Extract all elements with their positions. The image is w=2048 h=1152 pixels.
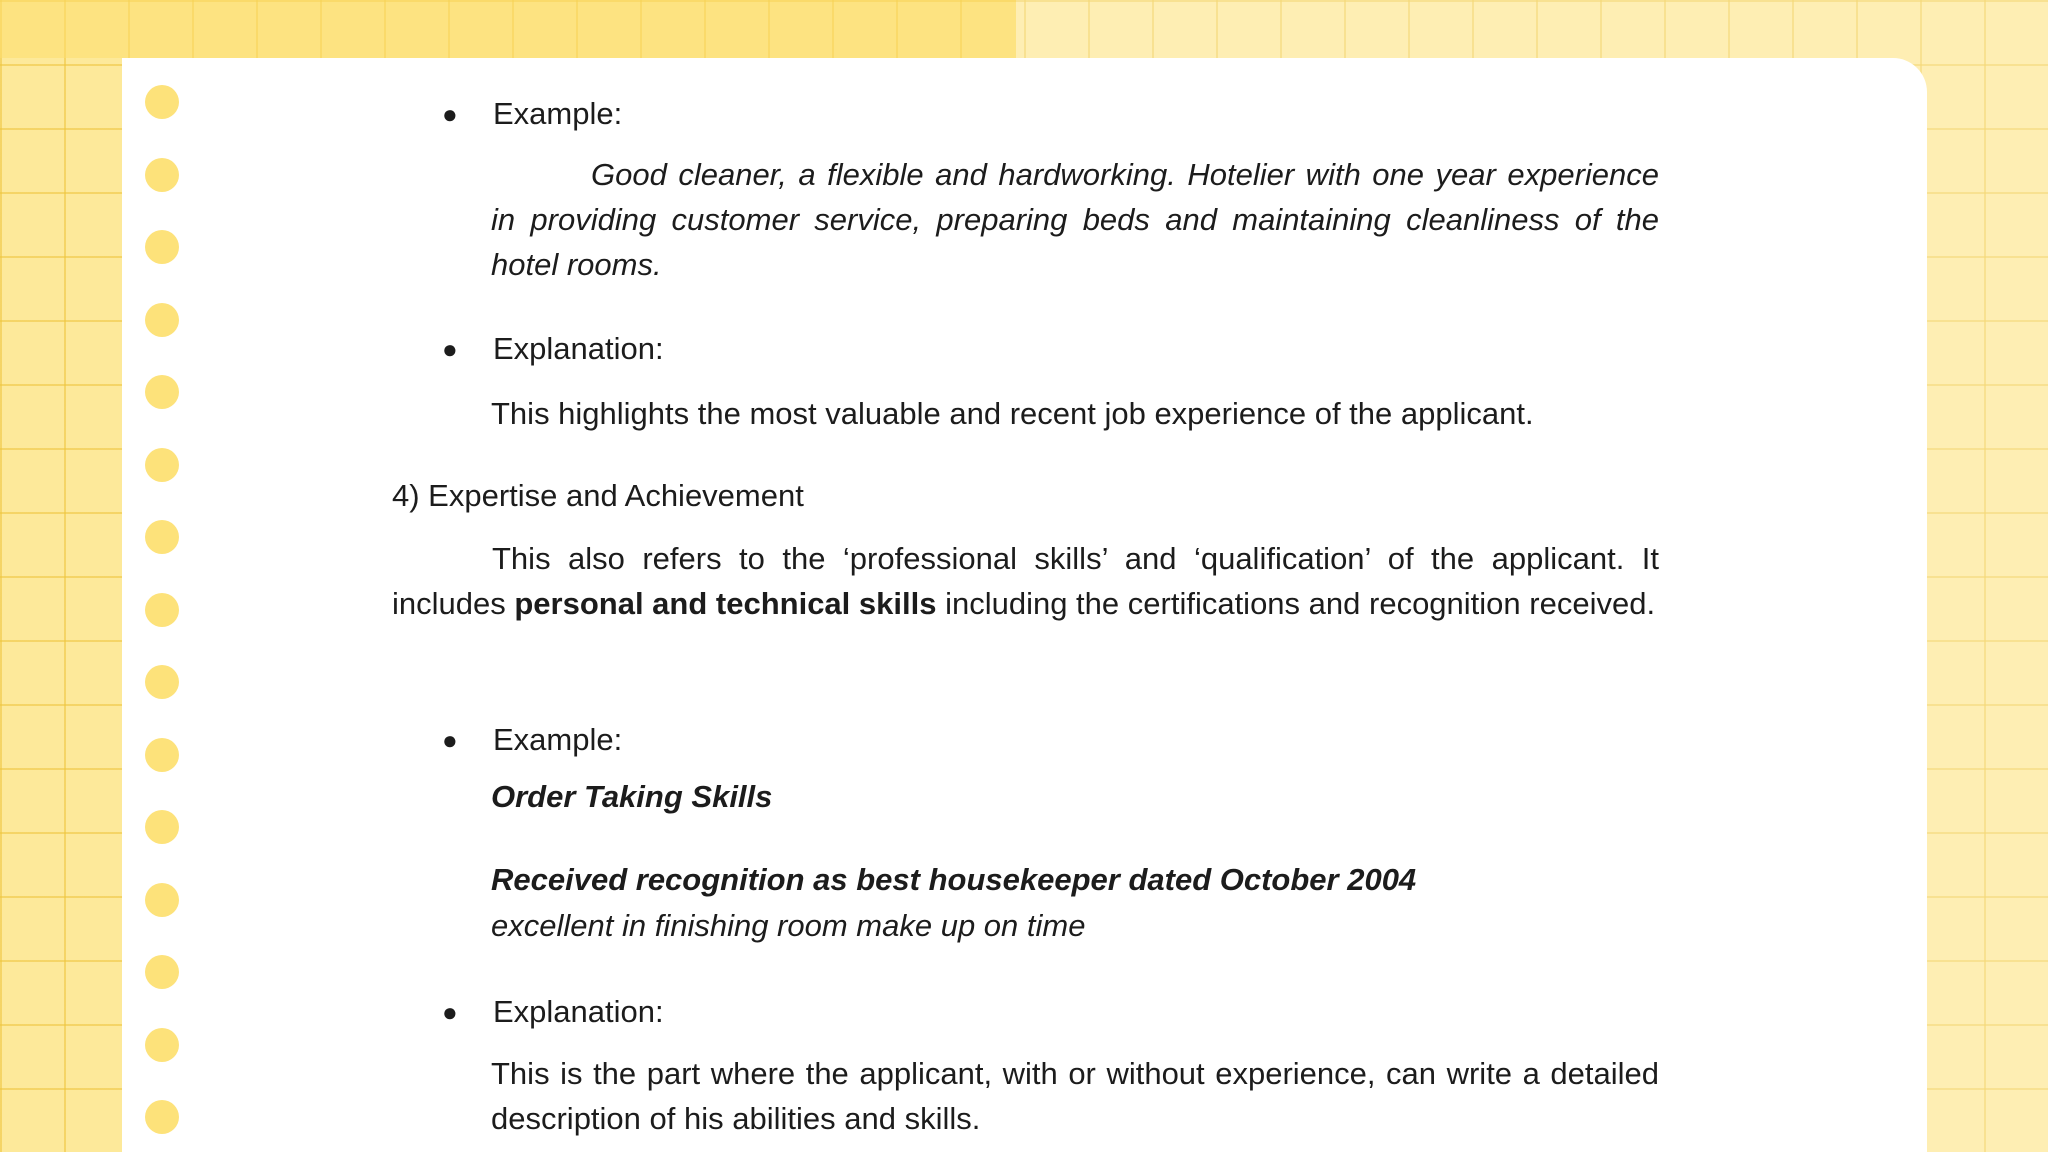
explanation-text: This highlights the most valuable and recent job experience of the applicant. bbox=[491, 396, 1534, 431]
example-paragraph: Good cleaner, a flexible and hardworking. Hotelier with one year experience in providing customer service, preparing beds and maintaining cleanliness of the hotel rooms. bbox=[491, 157, 1659, 282]
paragraph-text: including the certifications and recognition received. bbox=[936, 586, 1656, 621]
example-title: Order Taking Skills bbox=[491, 779, 773, 814]
bullet-dot: ● bbox=[442, 725, 458, 755]
explanation-paragraph: This is the part where the applicant, with or without experience, can write a detailed description of his abilities and skills. bbox=[491, 1056, 1659, 1136]
example-label: Example: bbox=[493, 722, 623, 757]
paragraph-text: This also refers to the ‘professional skills’ and ‘qualification’ of the applicant. It includes bbox=[392, 541, 1659, 621]
section-paragraph bbox=[392, 536, 1659, 626]
section-heading: 4) Expertise and Achievement bbox=[392, 478, 804, 513]
example-note: excellent in finishing room make up on time bbox=[491, 908, 1086, 943]
bullet-dot: ● bbox=[442, 99, 458, 129]
paragraph-bold-text: personal and technical skills bbox=[514, 586, 937, 621]
explanation-label: Explanation: bbox=[493, 994, 664, 1029]
example-recognition: Received recognition as best housekeeper dated October 2004 bbox=[491, 862, 1417, 897]
example-label: Example: bbox=[493, 96, 623, 131]
bullet-dot: ● bbox=[442, 997, 458, 1027]
explanation-label: Explanation: bbox=[493, 331, 664, 366]
bullet-dot: ● bbox=[442, 334, 458, 364]
